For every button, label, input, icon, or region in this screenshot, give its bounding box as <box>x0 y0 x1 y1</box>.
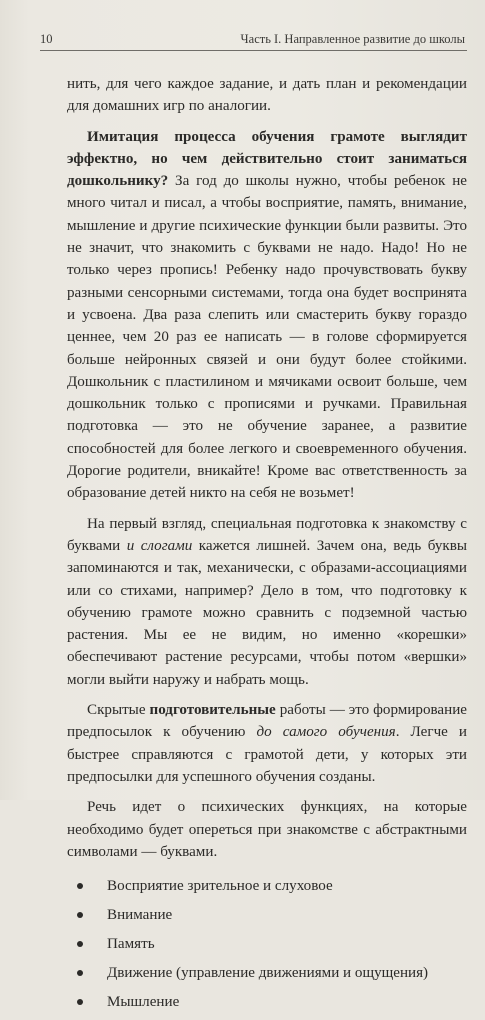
paragraph-4-text-d: . Легче и быстрее справляются с грамотой дети, у которых эти предпосылки для успешного обучения созданы. <box>67 724 468 785</box>
running-header <box>40 32 465 48</box>
paragraph-4 <box>67 699 467 788</box>
paragraph-2 <box>67 126 467 505</box>
list-item-text: Память <box>107 936 155 953</box>
body-text <box>67 73 467 1020</box>
paragraph-4-bold: подготовительные <box>149 702 276 719</box>
paragraph-3-text-b: кажется лишней. Зачем она, ведь буквы запоминаются и так, механически, с образами-ассоциациями или со стихами, например? Дело в том, что подготовку к обучению грамоте можно сравнить с подземной частью растения. Мы ее не видим, но именно «корешки» обеспечивают растение ресурсами, чтобы потом «вершки» могли выйти наружу и набрать мощь. <box>67 537 467 688</box>
paragraph-4-text-a: Скрытые <box>87 702 150 719</box>
paragraph-2-text: За год до школы нужно, чтобы ребенок не много читал и писал, а чтобы восприятие, память, внимание, мышление и другие психические функции были развиты. Это не значит, что знакомить с буквами не надо. Надо! Но не только через пропись! Ребенку надо прочувствовать букву разными сенсорными системами, тогда она будет воспринята и усвоена. Два раза слепить или смастерить букву гораздо ценнее, чем 20 раз ее написать — в голове сформируется больше нейронных связей и они будут более стойкими. Дошкольник с пластилином и мячиками освоит больше, чем дошкольник только с прописями и ручками. Правильная подготовка — это не обучение заранее, а развитие способностей для более легкого и своевременного обучения. Дорогие родители, вникайте! Кроме вас ответственность за образование детей никто на себя не возьмет! <box>67 173 467 502</box>
paragraph-5: Речь идет о психических функциях, на которые необходимо будет опереться при знакомстве с абстрактными символами — буквами. <box>67 799 467 860</box>
running-title: Часть I. Направленное развитие до школы <box>240 32 465 46</box>
bullet-icon <box>77 941 83 947</box>
paragraph-4-text-c: работы — это формирование предпосылок к обучению <box>67 702 467 741</box>
list-item-text: Мышление <box>107 994 180 1011</box>
bullet-icon <box>77 999 83 1005</box>
page-number: 10 <box>40 32 53 46</box>
paragraph-4-italic: до самого обучения <box>256 724 396 741</box>
list-item <box>67 991 467 1020</box>
list-item <box>67 875 467 904</box>
list-item-text: Восприятие зрительное и слуховое <box>107 878 333 895</box>
paragraph-3-text-a: На первый взгляд, специальная подготовка к знакомству с буквами <box>67 515 467 554</box>
bullet-list <box>67 875 467 1020</box>
list-item <box>67 962 467 991</box>
list-item <box>67 904 467 933</box>
bullet-icon <box>77 912 83 918</box>
header-rule <box>40 50 467 51</box>
list-item <box>67 933 467 962</box>
bullet-icon <box>77 883 83 889</box>
paragraph-3 <box>67 513 467 691</box>
list-item-text: Внимание <box>107 907 173 924</box>
paragraph-1: нить, для чего каждое задание, и дать план и рекомендации для домашних игр по аналогии. <box>67 76 467 115</box>
list-item-text: Движение (управление движениями и ощущения) <box>107 965 429 982</box>
bullet-icon <box>77 970 83 976</box>
paragraph-2-bold-lead: Имитация процесса обучения грамоте выглядит эффектно, но чем действительно стоит заниматься дошкольнику? <box>67 128 467 190</box>
paragraph-3-italic: и слогами <box>126 537 193 554</box>
